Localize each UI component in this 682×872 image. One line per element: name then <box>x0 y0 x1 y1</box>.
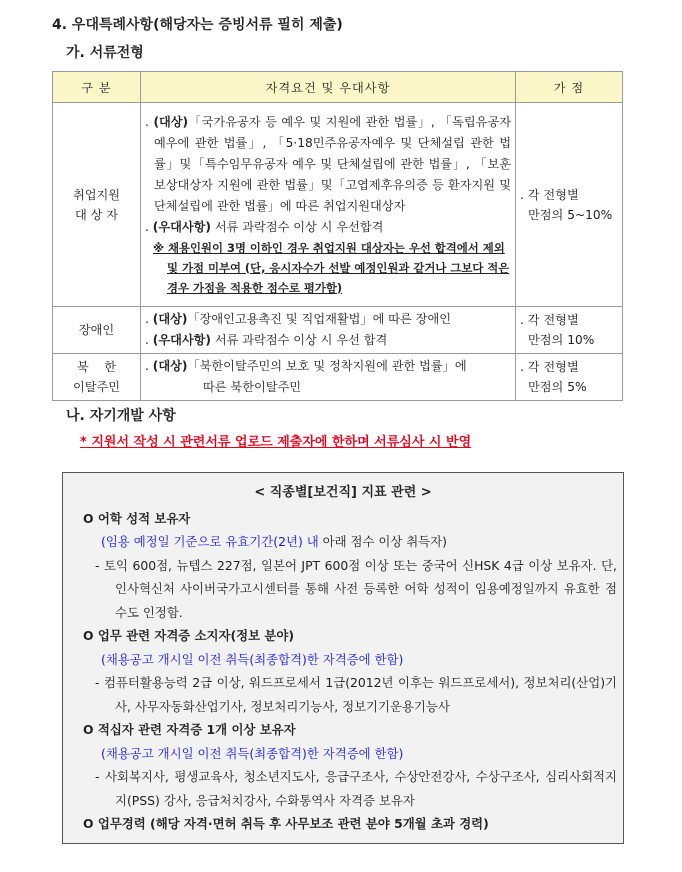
points-text: 만점의 5% <box>528 380 587 394</box>
section-b-notice: * 지원서 작성 시 관련서류 업로드 제출자에 한하며 서류심사 시 반영 <box>80 435 472 450</box>
condition-target: . (대상)「장애인고용촉진 및 직업재활법」에 따른 장애인 <box>145 312 451 326</box>
requirements-cell <box>141 103 516 307</box>
category-label: 이탈주민 <box>72 380 121 394</box>
item-it-condition: (채용공고 개시일 이전 취득(최종합격)한 자격증에 한함) <box>101 651 404 667</box>
section-4-title: 4. 우대특례사항(해당자는 증빙서류 필히 제출) <box>52 17 343 33</box>
condition-text: 「북한이탈주민의 보호 및 정착지원에 관한 법률」에 <box>187 359 467 373</box>
table-row-north-korean-defector <box>53 354 623 401</box>
condition-text: 「국가유공자 등 예우 및 지원에 관한 법률」, 「독립유공자 예우에 관한 법률」, 「5·18민주유공자예우 및 단체설립 관한 법률」및「특수임무유공자 예우 및 단체설립에 관한 법률」, 「보훈보상대상자 지원에 관한 법률」및「고엽제후유의증 등 환자지원 및 단체설립에 관한 법률」에 따른 취업지원대상자 <box>154 114 512 213</box>
condition-target: . (대상)「북한이탈주민의 보호 및 정착지원에 관한 법률」에 <box>145 359 467 373</box>
condition-text: 서류 과락점수 이상 시 우선합격 <box>214 219 384 234</box>
item-it-certificate: O 업무 관련 자격증 소지자(정보 분야) <box>83 628 294 643</box>
points-cell <box>516 103 623 307</box>
condition-target: . (대상)「국가유공자 등 예우 및 지원에 관한 법률」, 「독립유공자 예우에 관한 법률」, 「5·18민주유공자예우 및 단체설립 관한 법률」및「특수임무유공자 예우 및 단체설립에 관한 법률」, 「보훈보상대상자 지원에 관한 법률」및「고엽제후유의증 등 환자지원 및 단체설립에 관한 법률」에 따른 취업지원대상자 <box>145 114 512 213</box>
table-row-disabled <box>53 307 623 354</box>
condition-highlight: (임용 예정일 기준으로 유효기간(2년) 내 <box>101 534 319 549</box>
item-redcross-detail: - 사회복지사, 평생교육사, 청소년지도사, 응급구조사, 수상안전강사, 수상구조사, 심리사회적지지(PSS) 강사, 응급처치강사, 수화통역사 자격증 보유자 <box>95 769 617 808</box>
category-label: 북 한 <box>76 360 117 374</box>
section-b-title: 나. 자기개발 사항 <box>66 408 176 424</box>
section-a-title: 가. 서류전형 <box>66 45 144 61</box>
category-cell <box>53 354 141 401</box>
condition-text-cont: 따른 북한이탈주민 <box>203 380 302 394</box>
item-work-experience: O 업무경력 (해당 자격·면허 취득 후 사무보조 관련 분야 5개월 초과 경력) <box>83 816 489 831</box>
item-language-condition <box>63 530 623 554</box>
condition-label: (우대사항) <box>152 219 211 234</box>
points-text: . 각 전형별 <box>520 360 579 374</box>
condition-label: (대상) <box>152 312 188 326</box>
header-requirements: 자격요건 및 우대사항 <box>141 72 516 103</box>
points-cell <box>516 354 623 401</box>
category-label: 대 상 자 <box>74 207 119 222</box>
category-cell: 장애인 <box>53 307 141 354</box>
points-text: . 각 전형별 <box>520 313 579 327</box>
item-language-detail: - 토익 600점, 뉴텝스 227점, 일본어 JPT 600점 이상 또는 중국어 신HSK 4급 이상 보유자. 단, 인사혁신처 사이버국가고시센터를 통해 사전 등록한 어학 성적이 임용예정일까지 유효한 점수도 인정함. <box>95 557 617 620</box>
points-text: 만점의 10% <box>528 333 595 347</box>
condition-preference: . (우대사항) 서류 과락점수 이상 시 우선 합격 <box>145 333 388 347</box>
requirements-cell <box>141 354 516 401</box>
points-cell <box>516 307 623 354</box>
table-header-row <box>53 72 623 103</box>
category-cell <box>53 103 141 307</box>
header-points: 가 점 <box>516 72 623 103</box>
condition-label: (대상) <box>152 359 188 373</box>
points-text: 만점의 5~10% <box>528 207 613 222</box>
condition-label: (대상) <box>153 114 189 129</box>
condition-rest: 아래 점수 이상 취득자) <box>318 534 448 549</box>
condition-text: 「장애인고용촉진 및 직업재활법」에 따른 장애인 <box>187 312 451 326</box>
points-text: . 각 전형별 <box>520 187 579 202</box>
table-row-employment-support <box>53 103 623 307</box>
indicator-box <box>62 472 624 844</box>
item-language-score: O 어학 성적 보유자 <box>83 510 191 526</box>
item-it-detail: - 컴퓨터활용능력 2급 이상, 워드프로세서 1급(2012년 이후는 워드프로세서), 정보처리(산업)기사, 사무자동화산업기사, 정보처리기능사, 정보기기운용기능사 <box>95 675 617 714</box>
condition-label: (우대사항) <box>152 333 211 347</box>
box-title: < 직종별[보건직] 지표 관련 > <box>254 485 432 500</box>
category-label: 취업지원 <box>72 187 121 202</box>
condition-text: 서류 과락점수 이상 시 우선 합격 <box>214 333 388 347</box>
condition-note: ※ 채용인원이 3명 이하인 경우 취업지원 대상자는 우선 합격에서 제외 및 가점 미부여 (단, 응시자수가 선발 예정인원과 같거나 그보다 적은 경우 가점을 적용한 점수로 평가함) <box>153 240 510 295</box>
item-redcross-certificate: O 적십자 관련 자격증 1개 이상 보유자 <box>83 722 296 737</box>
header-category: 구 분 <box>53 72 141 103</box>
condition-preference: . (우대사항) 서류 과락점수 이상 시 우선합격 <box>145 219 384 234</box>
qualification-table <box>52 71 623 401</box>
item-redcross-condition: (채용공고 개시일 이전 취득(최종합격)한 자격증에 한함) <box>101 745 404 761</box>
requirements-cell <box>141 307 516 354</box>
